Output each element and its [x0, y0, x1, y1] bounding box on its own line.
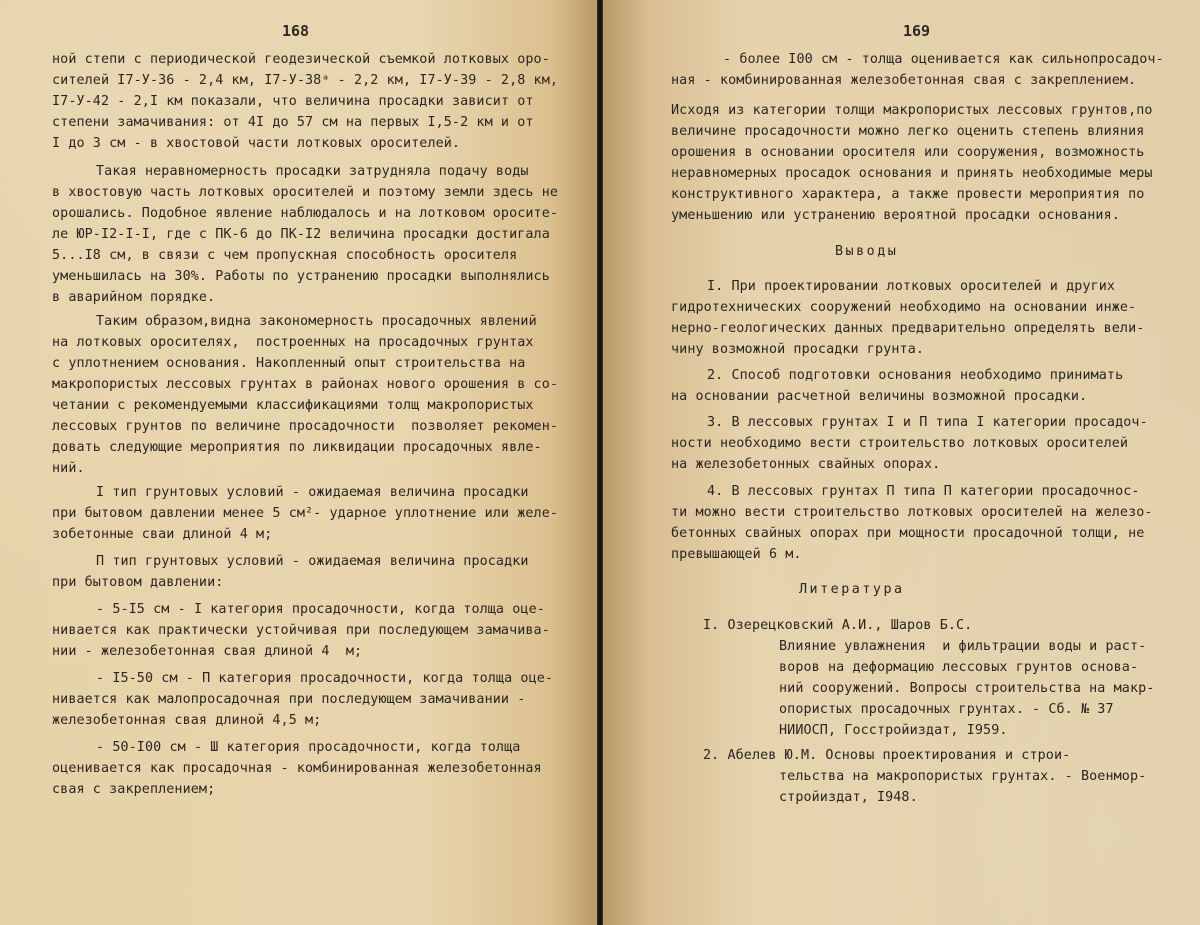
right-top-line-8: уменьшению или устранению вероятной просадки основания. [671, 208, 1120, 223]
conclusion-line-11: ти можно вести строительство лотковых оросителей на железо- [671, 505, 1153, 520]
right-top-line-4: величине просадочности можно легко оценить степень влияния [671, 124, 1145, 139]
left-line-34: свая с закреплением; [52, 782, 216, 797]
conclusion-line-9: на железобетонных свайных опорах. [671, 457, 941, 472]
literature-line-7: 2. Абелев Ю.М. Основы проектирования и строи- [703, 748, 1071, 763]
left-line-1: ной степи с периодической геодезической съемкой лотковых оро- [52, 52, 550, 67]
left-line-19: довать следующие мероприятия по ликвидации просадочных явле- [52, 440, 542, 455]
right-top-line-7: конструктивного характера, а также провести мероприятия по [671, 187, 1145, 202]
left-line-9: ле ЮР-I2-I-I, где с ПК-6 до ПК-I2 величина просадки достигала [52, 227, 550, 242]
right-top-line-1: - более I00 см - толща оценивается как сильнопросадоч- [723, 52, 1164, 67]
left-line-14: на лотковых оросителях, построенных на просадочных грунтах [52, 335, 534, 350]
left-line-3: I7-У-42 - 2,I км показали, что величина просадки зависит от [52, 94, 534, 109]
left-line-30: нивается как малопросадочная при последующем замачивании - [52, 692, 526, 707]
left-line-5: I до 3 см - в хвостовой части лотковых оросителей. [52, 136, 461, 151]
conclusion-line-3: нерно-геологических данных предварительно определять вели- [671, 321, 1145, 336]
right-top-line-2: ная - комбинированная железобетонная свая с закреплением. [671, 73, 1137, 88]
literature-line-9: стройиздат, I948. [779, 790, 918, 805]
conclusion-line-5: 2. Способ подготовки основания необходимо принимать [707, 368, 1124, 383]
left-line-28: нии - железобетонная свая длиной 4 м; [52, 644, 363, 659]
left-line-29: - I5-50 см - П категория просадочности, когда толща оце- [96, 671, 554, 686]
literature-heading: Литература [799, 582, 905, 597]
left-line-11: уменьшилась на 30%. Работы по устранению просадки выполнялись [52, 269, 550, 284]
literature-line-5: опористых просадочных грунтах. - Сб. № 37 [779, 702, 1114, 717]
page-number-right: 169 [903, 22, 931, 40]
left-line-17: четании с рекомендуемыми классификациями толщ макропористых [52, 398, 534, 413]
conclusion-line-2: гидротехнических сооружений необходимо на основании инже- [671, 300, 1137, 315]
conclusions-heading: Выводы [835, 244, 899, 259]
left-line-26: - 5-I5 см - I категория просадочности, когда толща оце- [96, 602, 545, 617]
left-line-24: П тип грунтовых условий - ожидаемая величина просадки [96, 554, 529, 569]
conclusion-line-6: на основании расчетной величины возможной просадки. [671, 389, 1088, 404]
left-line-21: I тип грунтовых условий - ожидаемая величина просадки [96, 485, 529, 500]
conclusion-line-4: чину возможной просадки грунта. [671, 342, 925, 357]
conclusion-line-10: 4. В лессовых грунтах П типа П категории просадочнос- [707, 484, 1140, 499]
conclusion-line-1: I. При проектировании лотковых оросителей и других [707, 279, 1116, 294]
left-line-31: железобетонная свая длиной 4,5 м; [52, 713, 322, 728]
left-line-25: при бытовом давлении: [52, 575, 224, 590]
right-page [603, 0, 1200, 925]
conclusion-line-7: 3. В лессовых грунтах I и П типа I категории просадоч- [707, 415, 1148, 430]
left-line-12: в аварийном порядке. [52, 290, 216, 305]
right-top-line-3: Исходя из категории толщи макропористых лессовых грунтов,по [671, 103, 1153, 118]
conclusion-line-13: превышающей 6 м. [671, 547, 802, 562]
left-line-16: макропористых лессовых грунтах в районах нового орошения в со- [52, 377, 559, 392]
left-page [0, 0, 597, 925]
left-line-22: при бытовом давлении менее 5 см²- ударное уплотнение или желе- [52, 506, 559, 521]
left-line-23: зобетонные сваи длиной 4 м; [52, 527, 273, 542]
right-top-line-5: орошения в основании оросителя или сооружения, возможность [671, 145, 1145, 160]
left-line-6: Такая неравномерность просадки затрудняла подачу воды [96, 164, 529, 179]
conclusion-line-8: ности необходимо вести строительство лотковых оросителей [671, 436, 1129, 451]
literature-line-6: НИИОСП, Госстройиздат, I959. [779, 723, 1008, 738]
left-line-20: ний. [52, 461, 85, 476]
left-line-2: сителей I7-У-36 - 2,4 км, I7-У-38ᵃ - 2,2 км, I7-У-39 - 2,8 км, [52, 73, 559, 88]
left-line-10: 5...I8 см, в связи с чем пропускная способность оросителя [52, 248, 518, 263]
left-line-8: орошались. Подобное явление наблюдалось и на лотковом оросите- [52, 206, 559, 221]
left-line-32: - 50-I00 см - Ш категория просадочности, когда толща [96, 740, 521, 755]
literature-line-1: I. Озерецковский А.И., Шаров Б.С. [703, 618, 973, 633]
page-number-left: 168 [282, 22, 310, 40]
literature-line-4: ний сооружений. Вопросы строительства на макр- [779, 681, 1155, 696]
literature-line-2: Влияние увлажнения и фильтрации воды и раст- [779, 639, 1147, 654]
left-line-13: Таким образом,видна закономерность просадочных явлений [96, 314, 537, 329]
conclusion-line-12: бетонных свайных опорах при мощности просадочной толщи, не [671, 526, 1145, 541]
literature-line-3: воров на деформацию лессовых грунтов основа- [779, 660, 1139, 675]
left-line-33: оценивается как просадочная - комбинированная железобетонная [52, 761, 542, 776]
literature-line-8: тельства на макропористых грунтах. - Военмор- [779, 769, 1147, 784]
left-line-18: лессовых грунтов по величине просадочности позволяет рекомен- [52, 419, 559, 434]
right-top-line-6: неравномерных просадок основания и принять необходимые меры [671, 166, 1153, 181]
left-line-15: с уплотнением основания. Накопленный опыт строительства на [52, 356, 526, 371]
left-line-27: нивается как практически устойчивая при последующем замачива- [52, 623, 550, 638]
left-line-4: степени замачивания: от 4I до 57 см на первых I,5-2 км и от [52, 115, 534, 130]
left-line-7: в хвостовую часть лотковых оросителей и поэтому земли здесь не [52, 185, 559, 200]
